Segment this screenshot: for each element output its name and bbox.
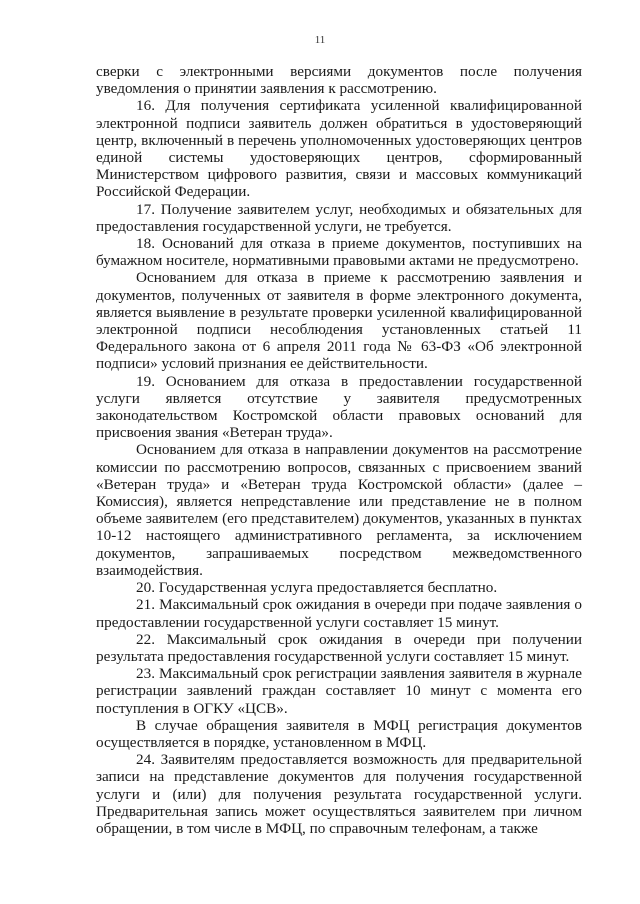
paragraph-item-24: 24. Заявителям предоставляется возможность для предварительной записи на представление документов для получения государственной услуги и (или) для получения результата государственной услуги. Предварительная запись может осуществляться заявителем при личном обращении, в том числе в МФЦ, по справочным телефонам, а также (96, 751, 582, 837)
paragraph-mfc-registration: В случае обращения заявителя в МФЦ регистрация документов осуществляется в порядке, установленном в МФЦ. (96, 716, 582, 751)
paragraph-item-20: 20. Государственная услуга предоставляется бесплатно. (136, 579, 498, 597)
paragraph-item-19: 19. Основанием для отказа в предоставлении государственной услуги является отсутствие у заявителя предусмотренных законодательством Костромской области правовых оснований для присвоения звания «Ветеран труда». (96, 372, 582, 442)
paragraph-continuation: сверки с электронными версиями документов после получения уведомления о принятии заявления к рассмотрению. (96, 63, 582, 98)
paragraph-item-22: 22. Максимальный срок ожидания в очереди при получении результата предоставления государственной услуги составляет 15 минут. (96, 630, 582, 665)
document-body (96, 63, 582, 837)
paragraph-item-18: 18. Оснований для отказа в приеме документов, поступивших на бумажном носителе, нормативными правовыми актами не предусмотрено. (96, 235, 582, 270)
paragraph-refusal-electronic: Основанием для отказа в приеме к рассмотрению заявления и документов, полученных от заявителя в форме электронного документа, является выявление в результате проверки усиленной квалифицированной электронной подписи несоблюдения установленных статьей 11 Федерального закона от 6 апреля 2011 года № 63-ФЗ «Об электронной подписи» условий признания ее действительности. (96, 269, 582, 373)
paragraph-refusal-commission: Основанием для отказа в направлении документов на рассмотрение комиссии по рассмотрению вопросов, связанных с присвоением званий «Ветеран труда» и «Ветеран труда Костромской области» (далее – Комиссия), является непредставление или представление не в полном объеме заявителем (его представителем) документов, указанных в пунктах 10-12 настоящего административного регламента, за исключением документов, запрашиваемых посредством межведомственного взаимодействия. (96, 441, 582, 579)
paragraph-item-17: 17. Получение заявителем услуг, необходимых и обязательных для предоставления государственной услуги, не требуется. (96, 200, 582, 235)
page-number: 11 (314, 34, 326, 46)
paragraph-item-23: 23. Максимальный срок регистрации заявления заявителя в журнале регистрации заявлений граждан составляет 10 минут с момента его поступления в ОГКУ «ЦСВ». (96, 665, 582, 717)
paragraph-item-16: 16. Для получения сертификата усиленной квалифицированной электронной подписи заявитель должен обратиться в удостоверяющий центр, включенный в перечень уполномоченных удостоверяющих центров единой системы удостоверяющих центров, сформированный Министерством цифрового развития, связи и массовых коммуникаций Российской Федерации. (96, 97, 582, 201)
paragraph-item-21: 21. Максимальный срок ожидания в очереди при подаче заявления о предоставлении государственной услуги составляет 15 минут. (96, 596, 582, 631)
